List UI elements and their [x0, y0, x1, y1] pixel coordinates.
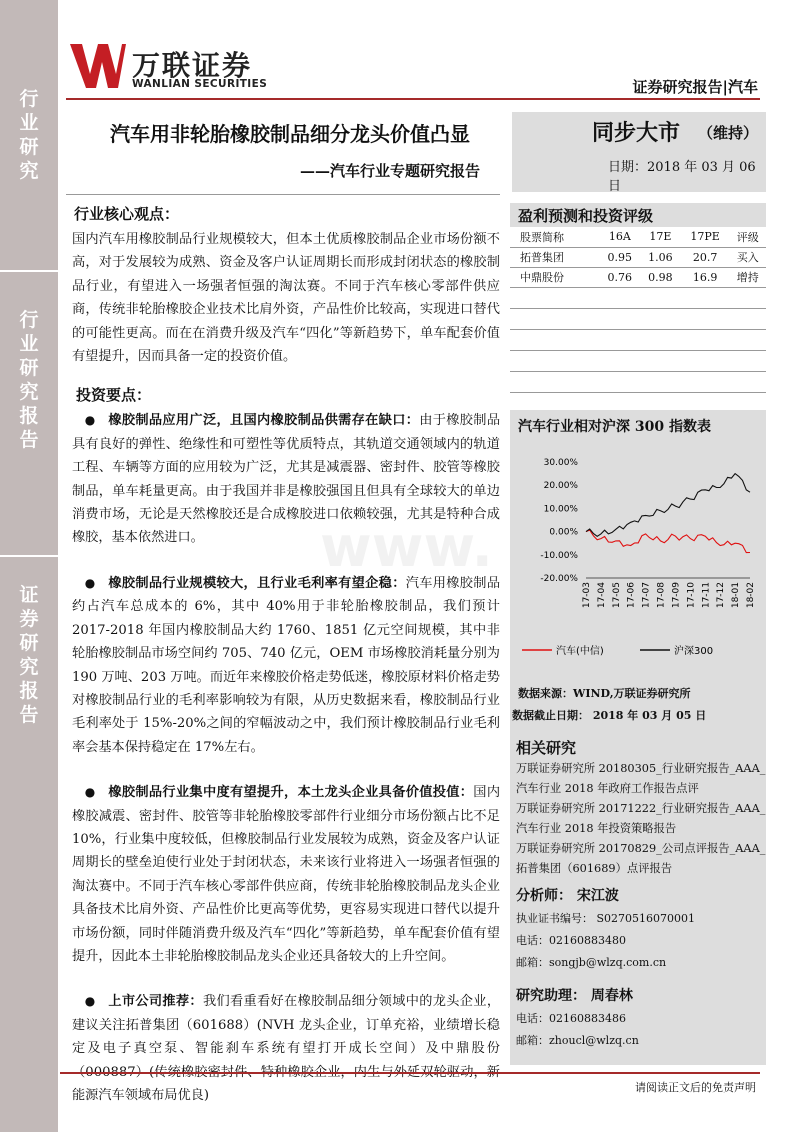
analyst-cert: 执业证书编号： S0270516070001	[516, 912, 696, 925]
x-tick-label: 18-02	[746, 582, 756, 609]
point-2: ● 橡胶制品行业规模较大，且行业毛利率有望企稳：汽车用橡胶制品约占汽车总成本的 6%，其中 40%用于非轮胎橡胶制品，我们预计 2017-2018 年国内橡胶制品大约 1760、1851 亿元空间规模，其中非轮胎橡胶制品市场空间约 705、740 亿元，OEM 市场橡胶消耗量分别为 190 万吨、203 万吨。而近年来橡胶价格走势低迷，橡胶原材料价格走势对橡胶制品行业的毛利率影响较为有限，从历史数据来看，橡胶制品行业毛利率处于 15%-20%之间的窄幅波动之中，我们预计橡胶制品行业毛利率会基本保持稳定在 17%左右。	[72, 572, 500, 759]
related-item: 万联证券研究所 20180305_行业研究报告_AAA_	[516, 762, 766, 775]
rating-value: 同步大市	[592, 120, 681, 146]
x-tick-label: 17-06	[626, 582, 637, 609]
logo-chinese-name: 万联证券	[132, 49, 253, 82]
y-tick-label: 0.00%	[549, 527, 578, 538]
main-content	[72, 203, 500, 1107]
report-title: 汽车用非轮胎橡胶制品细分龙头价值凸显	[110, 122, 470, 146]
y-tick-label: -20.00%	[540, 574, 578, 584]
table-empty-row	[510, 372, 766, 393]
legend-label: 汽车(中信)	[556, 646, 604, 657]
x-tick-label: 17-10	[686, 582, 697, 609]
table-empty-row	[510, 330, 766, 351]
sidebar-label-industry-report: 行业研究报告	[19, 309, 39, 451]
x-tick-label: 18-01	[731, 582, 742, 609]
eps-table	[510, 227, 766, 288]
legend-label: 沪深300	[674, 646, 714, 657]
table-empty-row	[510, 288, 766, 309]
header-divider	[66, 98, 760, 100]
point-3: ● 橡胶制品行业集中度有望提升，本土龙头企业具备价值投值：国内橡胶减震、密封件、胶管等非轮胎橡胶零部件行业细分市场份额占比不足 10%，行业集中度较低，但橡胶制品行业发展较为成熟，资金及客户认证周期长的壁垒迫使行业处于封闭状态，未来该行业将进入一场强者恒强的淘汰赛中。不同于汽车核心零部件供应商，传统非轮胎橡胶制品龙头企业具备技术比肩外资、产品性价比更高等优势，更容易实现进口替代以提升市场份额，同时伴随消费升级及汽车“四化”等新趋势，单车配套价值有望提升，因此本土非轮胎橡胶制品龙头企业还具备较大的上升空间。	[72, 781, 500, 968]
related-item: 拓普集团（601689）点评报告	[516, 862, 673, 875]
table-empty-row	[510, 309, 766, 330]
analyst-name: 分析师： 宋江波	[516, 888, 619, 904]
bullet-icon: ●	[84, 785, 96, 800]
relative-index-chart	[510, 410, 766, 675]
analyst-email[interactable]: 邮箱：songjb@wlzq.com.cn	[516, 956, 667, 969]
sidebar-label-industry-research: 行业研究	[19, 88, 39, 182]
table-row: 拓普集团 0.95 1.06 20.7 买入	[510, 247, 766, 267]
related-item: 汽车行业 2018 年投资策略报告	[516, 822, 677, 835]
company-logo	[70, 44, 300, 94]
related-research-title: 相关研究	[516, 739, 577, 757]
report-subtitle: ——汽车行业专题研究报告	[300, 162, 481, 180]
data-cutoff-date: 数据截止日期： 2018 年 03 月 05 日	[512, 709, 707, 722]
core-view-title: 行业核心观点：	[74, 205, 180, 223]
rating-box	[512, 112, 766, 192]
related-item: 万联证券研究所 20171222_行业研究报告_AAA_	[516, 802, 766, 815]
chart-title: 汽车行业相对沪深 300 指数表	[518, 419, 711, 435]
x-tick-label: 17-12	[716, 582, 727, 609]
info-panel	[510, 675, 766, 1065]
assistant-tel: 电话：02160883486	[516, 1012, 626, 1025]
series-line	[586, 474, 750, 537]
bullet-icon: ●	[84, 994, 96, 1009]
y-tick-label: 30.00%	[543, 458, 578, 468]
sidebar-divider	[0, 270, 58, 272]
sidebar	[0, 0, 58, 1132]
sidebar-divider	[0, 555, 58, 557]
table-empty-row	[510, 351, 766, 372]
eps-table-title: 盈利预测和投资评级	[510, 203, 766, 227]
x-tick-label: 17-03	[582, 582, 592, 609]
sidebar-label-securities-report: 证券研究报告	[19, 584, 39, 726]
investment-points-title: 投资要点：	[76, 386, 152, 405]
title-divider	[66, 194, 500, 195]
wanlian-w-logo-icon	[70, 44, 126, 88]
x-tick-label: 17-11	[701, 582, 712, 609]
data-source: 数据来源：WIND,万联证券研究所	[518, 687, 691, 700]
x-tick-label: 17-07	[641, 582, 652, 609]
table-row: 中鼎股份 0.76 0.98 16.9 增持	[510, 267, 766, 287]
bullet-icon: ●	[84, 575, 96, 590]
assistant-name: 研究助理： 周春林	[516, 988, 633, 1004]
y-tick-label: -10.00%	[540, 550, 578, 561]
y-tick-label: 10.00%	[543, 504, 578, 515]
y-tick-label: 20.00%	[543, 481, 578, 492]
logo-english-name: WANLIAN SECURITIES	[132, 78, 268, 90]
point-1: ● 橡胶制品应用广泛，且国内橡胶制品供需存在缺口：由于橡胶制品具有良好的弹性、绝缘性和可塑性等优质特点，其轨道交通领域内的轨道工程、车辆等方面的应用较为广泛，尤其是减震器、密封件、胶管等橡胶制品，单车耗量更高。由于我国并非是橡胶强国且但具有全球较大的单边消费市场，无论是天然橡胶还是合成橡胶进口依赖较强，尤其是特种合成橡胶，基本依然进口。	[72, 409, 500, 549]
analyst-tel: 电话：02160883480	[516, 934, 626, 947]
point-4: ● 上市公司推荐：我们看重看好在橡胶制品细分领域中的龙头企业，建议关注拓普集团（601688）(NVH 龙头企业，订单充裕，业绩增长稳定及电子真空泵、智能刹车系统有望打开成长空间）及中鼎股份 能源汽车领域布局优良)	[72, 990, 500, 1107]
related-item: 汽车行业 2018 年政府工作报告点评	[516, 782, 699, 795]
x-tick-label: 17-08	[656, 582, 667, 609]
x-tick-label: 17-09	[671, 582, 682, 609]
related-item: 万联证券研究所 20170829_公司点评报告_AAA_	[516, 842, 766, 855]
watermark: www.	[320, 515, 493, 580]
x-tick-label: 17-05	[611, 582, 622, 609]
assistant-email[interactable]: 邮箱：zhoucl@wlzq.cn	[516, 1034, 639, 1047]
rating-maintain: （维持）	[698, 124, 759, 142]
core-view-text: 国内汽车用橡胶制品行业规模较大，但本土优质橡胶制品企业市场份额不高，对于发展较为成熟、资金及客户认证周期长而形成封闭状态的橡胶制品行业，有望进入一场强者恒强的淘汰赛。不同于汽车核心零部件供应商，传统非轮胎橡胶企业技术比肩外资，产品性价比较高，实现进口替代的可能性更高。而在在消费升级及汽车“四化”等新趋势下，单车配套价值有望提升，因而具备一定的投资价值。	[72, 232, 500, 365]
footer-divider	[60, 1072, 760, 1074]
report-type: 证券研究报告|汽车	[632, 78, 758, 96]
x-tick-label: 17-04	[596, 582, 607, 609]
table-header-row: 股票简称 16A 17E 17PE 评级	[510, 227, 766, 247]
eps-forecast	[510, 203, 766, 414]
disclaimer-note: 请阅读正文后的免责声明	[635, 1081, 756, 1094]
bullet-icon: ●	[84, 413, 96, 428]
chart-svg	[510, 440, 766, 675]
report-date: 日期：2018 年 03 月 06 日	[608, 160, 756, 194]
